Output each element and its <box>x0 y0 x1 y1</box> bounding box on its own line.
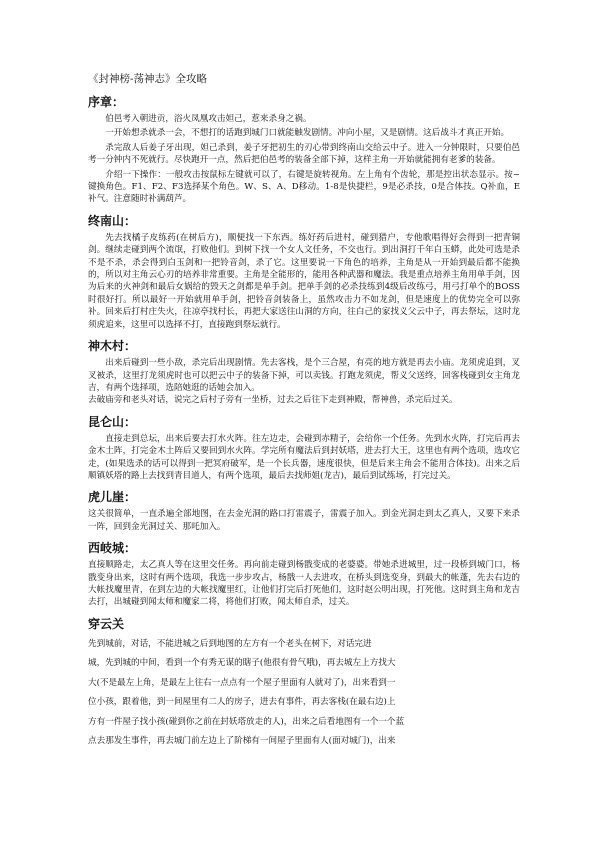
section-xiqicheng <box>88 540 520 609</box>
paragraph: 出来后碰到一些小敌，杀完后出现剧情。先去客栈，是个三合屋，有亮的地方就是再去小庙。龙须虎追到，叉叉被杀，这里打龙须虎时也可以把云中子的装备下掉，可以卖钱。打跑龙须虎，帮义父送终，回客栈碰到女主角龙吉，有两个选择项，选陪她逛的话她会加入。 <box>88 358 520 393</box>
section-prologue <box>88 94 520 206</box>
section-heading: 序章： <box>88 95 125 109</box>
paragraph: 直接顺路走，太乙真人等在这里交任务。再向前走碰到杨戬变成的老婆婆。带她杀进城里，过一段桥到城门口，杨戬变身出来，这时有两个选项，我选一步步攻占，杨戬一人去进攻，在桥头到选变身，到最大的帐蓬，先去右边的大帐找魔里青，在到左边的大帐找魔里红，让他们打完后打死他们，这时赵公明出现，打死他。这时到主角和龙吉去打，出城碰到闻太师和魔家二将，将他们打败，闻太师自杀，过关。 <box>88 560 520 608</box>
document-page <box>88 72 520 752</box>
document-title: 《封神榜-荡神志》全攻略 <box>88 73 208 85</box>
paragraph: 介绍一下操作：一般攻击按鼠标左键就可以了，右键是旋转视角。左上角有个齿轮，那是控出状态显示。按~键换角色。F1、F2、F3选择某个角色。W、S、A、D移动。1-8是快捷栏，9是必杀技，0是合体技。Q补血，E补气。注意随时补满葫芦。 <box>88 169 520 205</box>
paragraph: 去破庙旁和老头对话，说完之后村子旁有一坐桥，过去之后往下走到神殿，帮神兽，杀完后过关。 <box>88 395 458 406</box>
section-huerya <box>88 489 520 533</box>
paragraph: 直接走到总坛，出来后要去打水火阵。往左边走，会碰到赤精子，会给你一个任务。先到水火阵，打完后再去金木土阵，打完金木土阵后又要回到水火阵。学完所有魔法后到封妖塔，进去打大王，这里也有两个选项，选攻它走，(如果选杀的话可以得到一把冥府破军，是一个长兵器，速度很快，但是后来主角会不能用合体技)。出来之后顺镇妖塔的路上去找到青目道人，有两个选项，最后去找师姐(龙吉)，最后到试练场，打完过关。 <box>88 433 520 481</box>
paragraph: 这关很简单，一直杀遍全部地图，在去金光洞的路口打雷震子，雷震子加入。到金光洞走到太乙真人，又要下来杀一阵，回到金光洞过关、那吒加入。 <box>88 509 520 532</box>
paragraph: 先去找橘子皮练药(在树后方)，顺便找一下东西。练好药后进村，碰到猎户，专他歌唱得好会得到一把青铜剑。继续走碰到两个流氓，打败他们。到树下找一个女人文任务，不交也行。到出洞打千年白玉蟒，此处可选是杀不是不杀，杀会得到白玉剑和一把铃音剑，杀了它。这里要说一下角色的培养，主角是从一开始到最后都不能换的，所以对主角云心刃的培养非常重要。主角是全能形的，能用各种武器和魔法。我是重点培养主角用单手剑，因为后来的火神剑和最后女娲给的毁天之剑都是单手剑。把单手剑的必杀技练到4级后改练弓，用弓打单个的BOSS时很好打。所以最好一开始就用单手剑，把铃音剑装备上，虽然攻击力不如龙剑，但是速度上的优势完全可以弥补。回来后打村庄失火，往凉亭找村长，再把大家送往山洞的方向，往白己的家找义父云中子，再去祭坛，这时龙须虎追来，这里可以选择不打，直接跑到祭坛就行。 <box>88 232 520 330</box>
section-heading: 虎儿崖： <box>88 490 137 505</box>
paragraph: 一开始想杀就杀一会，不想打的话跑到城门口就能触发剧情。冲向小屋，又是剧情。这后战斗才真正开始。 <box>105 128 510 139</box>
paragraph-line: 方有一件屋子找小孩(碰到你之前在封妖塔放走的人)，出来之后看地图有一个一个蓝 <box>88 716 405 727</box>
section-heading: 穿云关 <box>88 616 125 631</box>
paragraph-line: 点去那发生事件，再去城门前左边上了阶梯有一间屋子里面有人(面对城门)，出来 <box>88 736 396 747</box>
paragraph-line: 大(不是最左上角，是最左上往右一点点有一个屋子里面有人就对了)，出来看到一 <box>88 677 396 688</box>
paragraph-line: 位小孩，跟着他，到一间屋里有二人的房子，进去有事件，再去客栈(在最右边)上 <box>88 697 396 708</box>
section-heading: 西岐城： <box>88 541 137 556</box>
section-chuanyunguan <box>88 616 520 752</box>
section-shenmucun <box>88 338 520 407</box>
paragraph: 伯邑考入朝进贡，浴火凤凰攻击妲己，惹来杀身之祸。 <box>105 114 312 124</box>
section-heading: 昆仑山： <box>88 414 137 429</box>
section-heading: 终南山： <box>88 213 137 228</box>
section-kunlunshan <box>88 414 520 483</box>
section-heading: 神木村： <box>88 339 137 354</box>
paragraph-line: 先到城前，对话，不能进城之后到地图的左方有一个老头在树下，对话完进 <box>88 638 372 649</box>
paragraph-line: 城，先到城的中间，看到一个有秀无谋的瞎子(他很有骨气哦)，再去城左上方找大 <box>88 658 396 669</box>
paragraph: 杀完敌人后姜子牙出现，妲己杀到，姜子牙把初生的刃心带到终南山交给云中子。进入一分钟限时，只要伯邑考一分钟内不死就行。尽快跑开一点，然后把伯邑考的装备全部下掉，这样主角一开始就能拥有老爹的装备。 <box>88 142 520 166</box>
section-zhongnanshan <box>88 213 520 331</box>
